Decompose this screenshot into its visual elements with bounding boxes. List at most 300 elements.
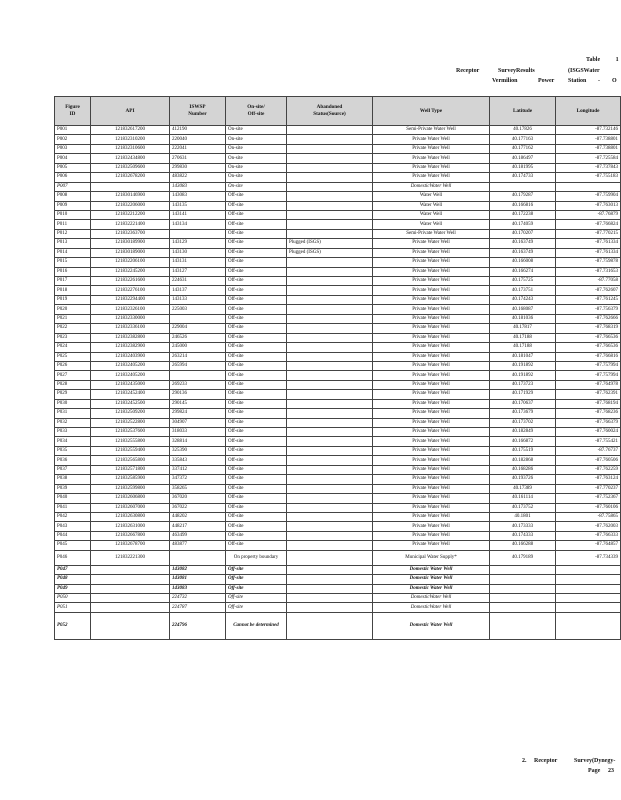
cell-longitude xyxy=(556,565,621,574)
cell-onsite-status: On-site xyxy=(226,144,287,153)
cell-figure-id: P046 xyxy=(55,550,91,565)
cell-abandoned-status xyxy=(287,541,373,550)
cell-latitude: 40.166816 xyxy=(490,201,556,210)
cell-abandoned-status xyxy=(287,603,373,612)
cell-iswsp-number: 143137 xyxy=(170,286,226,295)
footer-section-number: 2. xyxy=(522,758,527,764)
cell-well-type: Private Water Well xyxy=(373,503,490,512)
cell-well-type: Private Water Well xyxy=(373,418,490,427)
table-row xyxy=(55,428,621,437)
cell-api: 121832509600 xyxy=(91,163,170,172)
cell-figure-id: P048 xyxy=(55,575,91,584)
cell-well-type: Private Water Well xyxy=(373,390,490,399)
cell-well-type: Municipal Water Supply* xyxy=(373,550,490,565)
cell-abandoned-status xyxy=(287,333,373,342)
cell-well-type: Private Water Well xyxy=(373,267,490,276)
cell-onsite-status: Off-site xyxy=(226,575,287,584)
cell-iswsp-number: 328814 xyxy=(170,437,226,446)
cell-abandoned-status xyxy=(287,428,373,437)
cell-figure-id: P027 xyxy=(55,371,91,380)
cell-abandoned-status xyxy=(287,126,373,135)
cell-api: 121832559400 xyxy=(91,446,170,455)
cell-figure-id: P050 xyxy=(55,594,91,603)
cell-onsite-status: On-site xyxy=(226,135,287,144)
cell-onsite-status: Off-site xyxy=(226,437,287,446)
cell-latitude: 40.168286 xyxy=(490,465,556,474)
cell-longitude: -87.762259 xyxy=(556,465,621,474)
cell-api: 121832206100 xyxy=(91,258,170,267)
cell-api: 121832565800 xyxy=(91,456,170,465)
cell-iswsp-number: 263214 xyxy=(170,352,226,361)
cell-figure-id: P016 xyxy=(55,267,91,276)
cell-well-type: Private Water Well xyxy=(373,343,490,352)
cell-figure-id: P051 xyxy=(55,603,91,612)
cell-onsite-status: Off-site xyxy=(226,220,287,229)
cell-latitude: 40.163749 xyxy=(490,248,556,257)
cell-api: 121832678700 xyxy=(91,541,170,550)
cell-iswsp-number: 265994 xyxy=(170,361,226,370)
cell-abandoned-status xyxy=(287,173,373,182)
cell-iswsp-number: 347372 xyxy=(170,475,226,484)
cell-latitude: 40.177162 xyxy=(490,144,556,153)
cell-api xyxy=(91,603,170,612)
cell-abandoned-status xyxy=(287,201,373,210)
header-isgs-water: (ISGSWater xyxy=(568,68,600,74)
cell-iswsp-number: 448202 xyxy=(170,512,226,521)
cell-longitude: -87.757994 xyxy=(556,371,621,380)
cell-well-type: Domestic Water Well xyxy=(373,612,490,639)
cell-figure-id: P007 xyxy=(55,182,91,191)
cell-well-type: Private Water Well xyxy=(373,399,490,408)
cell-abandoned-status xyxy=(287,314,373,323)
cell-well-type: Private Water Well xyxy=(373,409,490,418)
cell-latitude: 40.173333 xyxy=(490,522,556,531)
cell-well-type: Private Water Well xyxy=(373,135,490,144)
cell-iswsp-number: 224631 xyxy=(170,277,226,286)
cell-api: 121832631000 xyxy=(91,522,170,531)
cell-onsite-status: Off-site xyxy=(226,399,287,408)
cell-latitude: 40.175519 xyxy=(490,446,556,455)
cell-longitude: -87.725584 xyxy=(556,154,621,163)
cell-longitude: -87.77058 xyxy=(556,277,621,286)
cell-onsite-status: Off-site xyxy=(226,512,287,521)
cell-well-type: Domestic Water Well xyxy=(373,584,490,593)
cell-onsite-status: Off-site xyxy=(226,352,287,361)
table-row xyxy=(55,144,621,153)
cell-latitude: 40.174733 xyxy=(490,173,556,182)
cell-latitude: 40.191892 xyxy=(490,361,556,370)
cell-figure-id: P005 xyxy=(55,163,91,172)
cell-api: 121832571800 xyxy=(91,465,170,474)
cell-abandoned-status xyxy=(287,475,373,484)
cell-well-type: Private Water Well xyxy=(373,475,490,484)
cell-well-type: Private Water Well xyxy=(373,531,490,540)
cell-abandoned-status: Plugged (ISGS) xyxy=(287,239,373,248)
cell-well-type: Private Water Well xyxy=(373,446,490,455)
col-header-longitude: Longitude xyxy=(556,97,621,126)
footer-page-label: Page xyxy=(588,768,601,774)
cell-figure-id: P042 xyxy=(55,512,91,521)
cell-well-type: Private Water Well xyxy=(373,361,490,370)
cell-longitude: -87.752367 xyxy=(556,494,621,503)
cell-latitude: 40.191892 xyxy=(490,371,556,380)
cell-longitude: -87.76879 xyxy=(556,210,621,219)
cell-latitude: 40.17826 xyxy=(490,126,556,135)
cell-latitude: 40.177163 xyxy=(490,135,556,144)
cell-abandoned-status xyxy=(287,575,373,584)
cell-longitude: -87.762607 xyxy=(556,286,621,295)
cell-abandoned-status xyxy=(287,192,373,201)
cell-iswsp-number: 143134 xyxy=(170,220,226,229)
cell-latitude: 40.173752 xyxy=(490,503,556,512)
cell-api xyxy=(91,565,170,574)
table-row xyxy=(55,475,621,484)
cell-abandoned-status xyxy=(287,484,373,493)
cell-onsite-status: Off-site xyxy=(226,603,287,612)
cell-abandoned-status xyxy=(287,324,373,333)
table-caption xyxy=(586,56,619,64)
cell-longitude: -87.770215 xyxy=(556,229,621,238)
cell-latitude: 40.181036 xyxy=(490,314,556,323)
table-row xyxy=(55,126,621,135)
cell-api: 121832585900 xyxy=(91,475,170,484)
table-row xyxy=(55,503,621,512)
cell-api: 121832434800 xyxy=(91,154,170,163)
cell-well-type: Water Well xyxy=(373,220,490,229)
cell-figure-id: P011 xyxy=(55,220,91,229)
cell-api: 121832452500 xyxy=(91,399,170,408)
cell-figure-id: P036 xyxy=(55,456,91,465)
cell-abandoned-status xyxy=(287,371,373,380)
cell-longitude xyxy=(556,603,621,612)
cell-longitude: -87.76737 xyxy=(556,446,621,455)
cell-onsite-status: On-site xyxy=(226,154,287,163)
cell-abandoned-status xyxy=(287,258,373,267)
cell-longitude: -87.738801 xyxy=(556,135,621,144)
cell-latitude: 40.166274 xyxy=(490,267,556,276)
col-header-well-type: Well Type xyxy=(373,97,490,126)
table-body xyxy=(55,126,621,640)
cell-longitude: -87.766816 xyxy=(556,352,621,361)
cell-api: 121832555800 xyxy=(91,437,170,446)
cell-abandoned-status xyxy=(287,182,373,191)
cell-abandoned-status xyxy=(287,210,373,219)
cell-longitude: -87.762391 xyxy=(556,390,621,399)
cell-longitude: -87.763124 xyxy=(556,475,621,484)
cell-api: 121832630800 xyxy=(91,512,170,521)
cell-abandoned-status xyxy=(287,550,373,565)
cell-iswsp-number: 224732 xyxy=(170,594,226,603)
cell-figure-id: P044 xyxy=(55,531,91,540)
table-row xyxy=(55,163,621,172)
cell-well-type: Private Water Well xyxy=(373,456,490,465)
table-row xyxy=(55,267,621,276)
cell-onsite-status: Off-site xyxy=(226,324,287,333)
cell-latitude: 40.173723 xyxy=(490,380,556,389)
cell-latitude: 40.173751 xyxy=(490,286,556,295)
cell-iswsp-number: 143083 xyxy=(170,192,226,201)
cell-api: 121832405200 xyxy=(91,361,170,370)
cell-longitude xyxy=(556,594,621,603)
table-row xyxy=(55,603,621,612)
cell-longitude: -87.759904 xyxy=(556,192,621,201)
table-row xyxy=(55,550,621,565)
cell-abandoned-status xyxy=(287,305,373,314)
header-receptor: Receptor xyxy=(456,68,480,74)
cell-iswsp-number: 358265 xyxy=(170,484,226,493)
cell-iswsp-number: 143130 xyxy=(170,248,226,257)
cell-well-type: Semi-Private Water Well xyxy=(373,229,490,238)
table-row xyxy=(55,446,621,455)
cell-abandoned-status xyxy=(287,352,373,361)
cell-api: 121832599800 xyxy=(91,484,170,493)
cell-well-type: DomesticWater Well xyxy=(373,594,490,603)
table-row xyxy=(55,314,621,323)
cell-latitude: 40.171929 xyxy=(490,390,556,399)
cell-iswsp-number: 143082 xyxy=(170,565,226,574)
cell-figure-id: P010 xyxy=(55,210,91,219)
cell-figure-id: P002 xyxy=(55,135,91,144)
cell-longitude: -87.761245 xyxy=(556,295,621,304)
cell-onsite-status: Off-site xyxy=(226,584,287,593)
table-row xyxy=(55,295,621,304)
cell-api: 121832382900 xyxy=(91,343,170,352)
table-row xyxy=(55,352,621,361)
cell-api: 121832667800 xyxy=(91,531,170,540)
cell-longitude: -87.759878 xyxy=(556,258,621,267)
cell-longitude: -87.738801 xyxy=(556,144,621,153)
cell-longitude: -87.766824 xyxy=(556,220,621,229)
cell-api: 121832617200 xyxy=(91,126,170,135)
cell-well-type: Private Water Well xyxy=(373,541,490,550)
cell-abandoned-status xyxy=(287,144,373,153)
cell-abandoned-status xyxy=(287,594,373,603)
cell-latitude: 40.17188 xyxy=(490,333,556,342)
cell-well-type: DomesticWater Well xyxy=(373,603,490,612)
table-row xyxy=(55,465,621,474)
cell-iswsp-number: 143081 xyxy=(170,575,226,584)
header-vermilion: Vermilion xyxy=(492,78,518,84)
cell-api: 121832212200 xyxy=(91,210,170,219)
cell-latitude: 40.161114 xyxy=(490,494,556,503)
cell-latitude: 40.173702 xyxy=(490,418,556,427)
cell-abandoned-status xyxy=(287,584,373,593)
table-row xyxy=(55,173,621,182)
cell-api: 121832522800 xyxy=(91,418,170,427)
cell-onsite-status: Off-site xyxy=(226,371,287,380)
cell-api: 121832606800 xyxy=(91,494,170,503)
cell-well-type: Domestic Water Well xyxy=(373,565,490,574)
cell-onsite-status: Off-site xyxy=(226,418,287,427)
cell-well-type: Semi-Private Water Well xyxy=(373,126,490,135)
cell-abandoned-status xyxy=(287,380,373,389)
cell-onsite-status: Off-site xyxy=(226,239,287,248)
cell-well-type: Private Water Well xyxy=(373,173,490,182)
cell-api xyxy=(91,612,170,639)
cell-onsite-status: On property boundary xyxy=(226,550,287,565)
cell-onsite-status: Off-site xyxy=(226,305,287,314)
cell-onsite-status: Off-site xyxy=(226,295,287,304)
cell-onsite-status: Off-site xyxy=(226,361,287,370)
cell-api: 121832363700 xyxy=(91,229,170,238)
cell-latitude: 40.17817 xyxy=(490,324,556,333)
cell-figure-id: P045 xyxy=(55,541,91,550)
table-row xyxy=(55,154,621,163)
cell-longitude: -87.770237 xyxy=(556,484,621,493)
cell-figure-id: P029 xyxy=(55,390,91,399)
cell-latitude: 40.182849 xyxy=(490,428,556,437)
cell-api: 121832261600 xyxy=(91,277,170,286)
cell-longitude: -87.764857 xyxy=(556,541,621,550)
table-row xyxy=(55,380,621,389)
cell-onsite-status: Off-site xyxy=(226,258,287,267)
cell-iswsp-number: 483822 xyxy=(170,173,226,182)
cell-well-type: Private Water Well xyxy=(373,314,490,323)
cell-iswsp-number: 448217 xyxy=(170,522,226,531)
cell-figure-id: P031 xyxy=(55,409,91,418)
cell-well-type: Private Water Well xyxy=(373,484,490,493)
cell-figure-id: P013 xyxy=(55,239,91,248)
cell-longitude: -87.761334 xyxy=(556,239,621,248)
footer-survey: Survey(Dynegy- xyxy=(574,758,616,764)
cell-well-type: Private Water Well xyxy=(373,248,490,257)
cell-iswsp-number: 367020 xyxy=(170,494,226,503)
cell-api xyxy=(91,575,170,584)
cell-longitude: -87.768194 xyxy=(556,399,621,408)
cell-abandoned-status xyxy=(287,399,373,408)
cell-latitude: 40.181995 xyxy=(490,163,556,172)
cell-well-type: Private Water Well xyxy=(373,522,490,531)
table-row xyxy=(55,248,621,257)
cell-onsite-status: Off-site xyxy=(226,503,287,512)
cell-figure-id: P008 xyxy=(55,192,91,201)
cell-iswsp-number: 220040 xyxy=(170,135,226,144)
cell-api: 121832221300 xyxy=(91,550,170,565)
cell-longitude: -87.761334 xyxy=(556,248,621,257)
cell-onsite-status: Off-site xyxy=(226,210,287,219)
cell-latitude: 40.17188 xyxy=(490,343,556,352)
cell-abandoned-status xyxy=(287,531,373,540)
cell-well-type: Private Water Well xyxy=(373,258,490,267)
table-row xyxy=(55,182,621,191)
cell-iswsp-number: 337412 xyxy=(170,465,226,474)
cell-api: 121832452400 xyxy=(91,390,170,399)
cell-longitude xyxy=(556,182,621,191)
cell-longitude: -87.755421 xyxy=(556,437,621,446)
table-row xyxy=(55,456,621,465)
cell-longitude: -87.75865 xyxy=(556,512,621,521)
cell-longitude: -87.760024 xyxy=(556,428,621,437)
cell-onsite-status: On-site xyxy=(226,182,287,191)
cell-figure-id: P037 xyxy=(55,465,91,474)
cell-latitude: 40.17389 xyxy=(490,484,556,493)
cell-well-type: Water Well xyxy=(373,210,490,219)
cell-well-type: Private Water Well xyxy=(373,295,490,304)
cell-latitude xyxy=(490,612,556,639)
cell-latitude: 40.186497 xyxy=(490,154,556,163)
cell-well-type: Domestic Water Well xyxy=(373,575,490,584)
footer-page-number: 23 xyxy=(608,768,614,774)
cell-api: 121832206000 xyxy=(91,201,170,210)
table-row xyxy=(55,484,621,493)
cell-well-type: Private Water Well xyxy=(373,371,490,380)
cell-iswsp-number: 143129 xyxy=(170,239,226,248)
cell-abandoned-status xyxy=(287,409,373,418)
cell-iswsp-number: 222041 xyxy=(170,144,226,153)
table-row xyxy=(55,229,621,238)
cell-abandoned-status xyxy=(287,503,373,512)
cell-onsite-status: Off-site xyxy=(226,286,287,295)
cell-figure-id: P028 xyxy=(55,380,91,389)
cell-latitude xyxy=(490,565,556,574)
cell-abandoned-status: Plugged (ISGS) xyxy=(287,248,373,257)
table-row xyxy=(55,135,621,144)
cell-longitude: -87.732146 xyxy=(556,126,621,135)
cell-onsite-status: Off-site xyxy=(226,314,287,323)
cell-figure-id: P012 xyxy=(55,229,91,238)
table-row xyxy=(55,584,621,593)
cell-iswsp-number: 143083 xyxy=(170,584,226,593)
cell-figure-id: P047 xyxy=(55,565,91,574)
cell-iswsp-number: 290136 xyxy=(170,390,226,399)
cell-latitude: 40.172238 xyxy=(490,210,556,219)
cell-latitude: 40.175725 xyxy=(490,277,556,286)
cell-onsite-status: Cannot be determined xyxy=(226,612,287,639)
cell-iswsp-number xyxy=(170,371,226,380)
cell-latitude: 40.181047 xyxy=(490,352,556,361)
cell-iswsp-number: 367022 xyxy=(170,503,226,512)
cell-figure-id: P030 xyxy=(55,399,91,408)
cell-figure-id: P017 xyxy=(55,277,91,286)
table-row xyxy=(55,418,621,427)
cell-longitude: -87.762666 xyxy=(556,314,621,323)
cell-api: 121832405200 xyxy=(91,371,170,380)
cell-latitude: 40.182868 xyxy=(490,456,556,465)
cell-longitude: -87.757994 xyxy=(556,361,621,370)
cell-iswsp-number: 143135 xyxy=(170,201,226,210)
cell-api: 121830189000 xyxy=(91,248,170,257)
cell-longitude xyxy=(556,612,621,639)
table-row xyxy=(55,390,621,399)
col-header-figure-id: Figure ID xyxy=(55,97,91,126)
table-row xyxy=(55,409,621,418)
cell-onsite-status: Off-site xyxy=(226,494,287,503)
table-row xyxy=(55,541,621,550)
table-row xyxy=(55,531,621,540)
cell-onsite-status: Off-site xyxy=(226,343,287,352)
cell-abandoned-status xyxy=(287,446,373,455)
col-header-latitude: Latitude xyxy=(490,97,556,126)
cell-api: 121832403900 xyxy=(91,352,170,361)
cell-latitude: 40.170637 xyxy=(490,399,556,408)
cell-abandoned-status xyxy=(287,390,373,399)
table-row xyxy=(55,192,621,201)
cell-iswsp-number: 412190 xyxy=(170,126,226,135)
cell-latitude: 40.174243 xyxy=(490,295,556,304)
cell-abandoned-status xyxy=(287,361,373,370)
cell-longitude xyxy=(556,575,621,584)
cell-latitude: 40.173679 xyxy=(490,409,556,418)
cell-well-type: Private Water Well xyxy=(373,512,490,521)
cell-iswsp-number: 224787 xyxy=(170,603,226,612)
cell-well-type: Private Water Well xyxy=(373,324,490,333)
cell-latitude: 40.163749 xyxy=(490,239,556,248)
cell-well-type: Private Water Well xyxy=(373,428,490,437)
header-end: O xyxy=(612,78,617,84)
cell-onsite-status: On-site xyxy=(226,163,287,172)
cell-well-type: Private Water Well xyxy=(373,154,490,163)
cell-onsite-status: Off-site xyxy=(226,531,287,540)
